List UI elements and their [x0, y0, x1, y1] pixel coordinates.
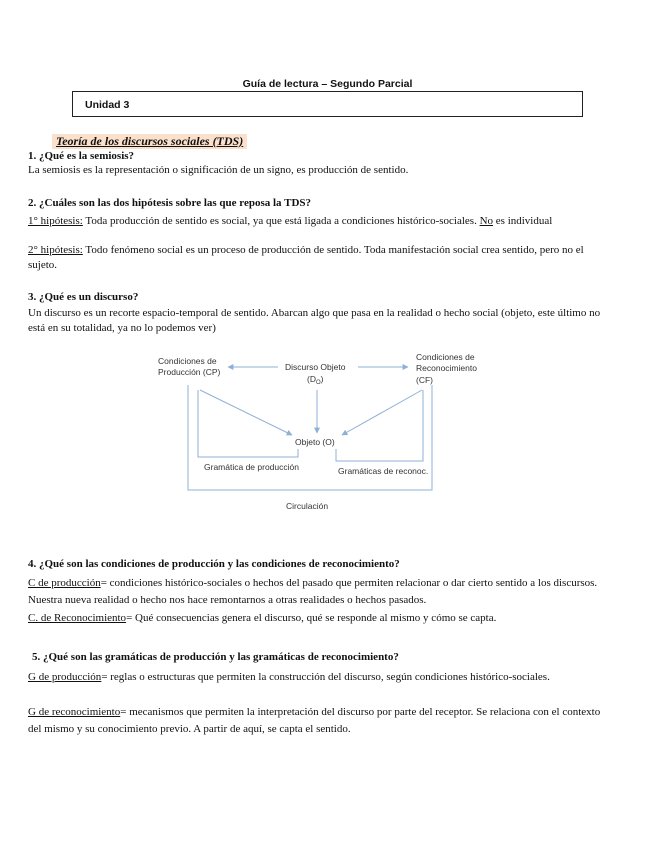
- gr-label: G de reconocimiento: [28, 706, 121, 718]
- answer-5-gp: [28, 669, 588, 686]
- arrow-cr-to-objeto: [342, 390, 422, 435]
- diagram-do-close: ): [320, 374, 324, 384]
- question-3: 3. ¿Qué es un discurso?: [28, 291, 139, 303]
- hypothesis-1-text-a: Toda producción de sentido es social, ya que está ligada a condiciones histórico-sociales.: [82, 215, 480, 227]
- hypothesis-1-no: No: [479, 215, 494, 227]
- question-4: 4. ¿Qué son las condiciones de producción y las condiciones de reconocimiento?: [28, 558, 400, 570]
- cr-label: C. de Reconocimiento: [28, 612, 127, 624]
- arrow-cp-to-objeto: [200, 390, 292, 435]
- hypothesis-1-text-b: es individual: [493, 215, 553, 227]
- answer-2-hypothesis-1: [28, 214, 603, 229]
- diagram-do-sub: O: [315, 380, 321, 386]
- cr-text: = Qué consecuencias genera el discurso, qué se responde al mismo y cómo se capta.: [126, 612, 497, 624]
- diagram-cp-line1: Condiciones de: [158, 356, 217, 366]
- hypothesis-2-label: 2° hipótesis:: [28, 244, 83, 256]
- answer-2-hypothesis-2: [28, 243, 603, 273]
- diagram-circulacion: Circulación: [286, 501, 329, 511]
- diagram-gram-rec: Gramáticas de reconoc.: [338, 466, 429, 476]
- bracket-gram-prod: [198, 390, 298, 457]
- cp-label: C de producción: [28, 577, 101, 589]
- diagram-cr-line3: (CF): [416, 375, 433, 385]
- answer-3: Un discurso es un recorte espacio-temporal de sentido. Abarcan algo que pasa en la realidad o hecho social (objeto, este último no está en su totalidad, ya no lo podemos ver): [28, 307, 601, 334]
- diagram-do-line1: Discurso Objeto: [285, 362, 346, 372]
- diagram-cp-line2: Producción (CP): [158, 367, 221, 377]
- cp-text: = condiciones histórico-sociales o hechos del pasado que permiten relacionar o dar cierto sentido a los discursos. Nuestra nueva realidad o hecho nos hace remontarnos a otras realidades o hechos pasados.: [28, 577, 598, 606]
- hypothesis-2-text: Todo fenómeno social es un proceso de producción de sentido. Toda manifestación social crea sentido, pero no el sujeto.: [28, 244, 584, 271]
- discourse-diagram: [150, 345, 490, 520]
- question-1: 1. ¿Qué es la semiosis?: [28, 150, 135, 162]
- answer-4-cp: [28, 575, 603, 609]
- page-title: Guía de lectura – Segundo Parcial: [242, 78, 413, 90]
- answer-4-cr: [28, 611, 603, 626]
- diagram-do-line2: [307, 374, 324, 386]
- answer-1: La semiosis es la representación o significación de un signo, es producción de sentido.: [28, 164, 409, 176]
- unit-box: [72, 91, 583, 117]
- answer-5-gr: [28, 704, 603, 738]
- gr-text: = mecanismos que permiten la interpretación del discurso por parte del receptor. Se relaciona con el contexto del mismo y su conocimiento previo. A partir de aquí, se capta el sentido.: [28, 706, 601, 735]
- gp-text: = reglas o estructuras que permiten la construcción del discurso, según condiciones histórico-sociales.: [101, 671, 550, 683]
- diagram-cr-line2: Reconocimiento: [416, 363, 477, 373]
- section-title: Teoría de los discursos sociales (TDS): [52, 134, 247, 149]
- diagram-do-d: (D: [307, 374, 316, 384]
- question-5: 5. ¿Qué son las gramáticas de producción y las gramáticas de reconocimiento?: [32, 651, 399, 663]
- hypothesis-1-label: 1° hipótesis:: [28, 215, 83, 227]
- bracket-gram-rec: [336, 390, 423, 461]
- diagram-objeto: Objeto (O): [295, 437, 335, 447]
- question-2: 2. ¿Cuáles son las dos hipótesis sobre las que reposa la TDS?: [28, 197, 312, 209]
- unit-label: Unidad 3: [85, 99, 130, 111]
- diagram-cr-line1: Condiciones de: [416, 352, 475, 362]
- diagram-gram-prod: Gramática de producción: [204, 462, 299, 472]
- gp-label: G de producción: [28, 671, 102, 683]
